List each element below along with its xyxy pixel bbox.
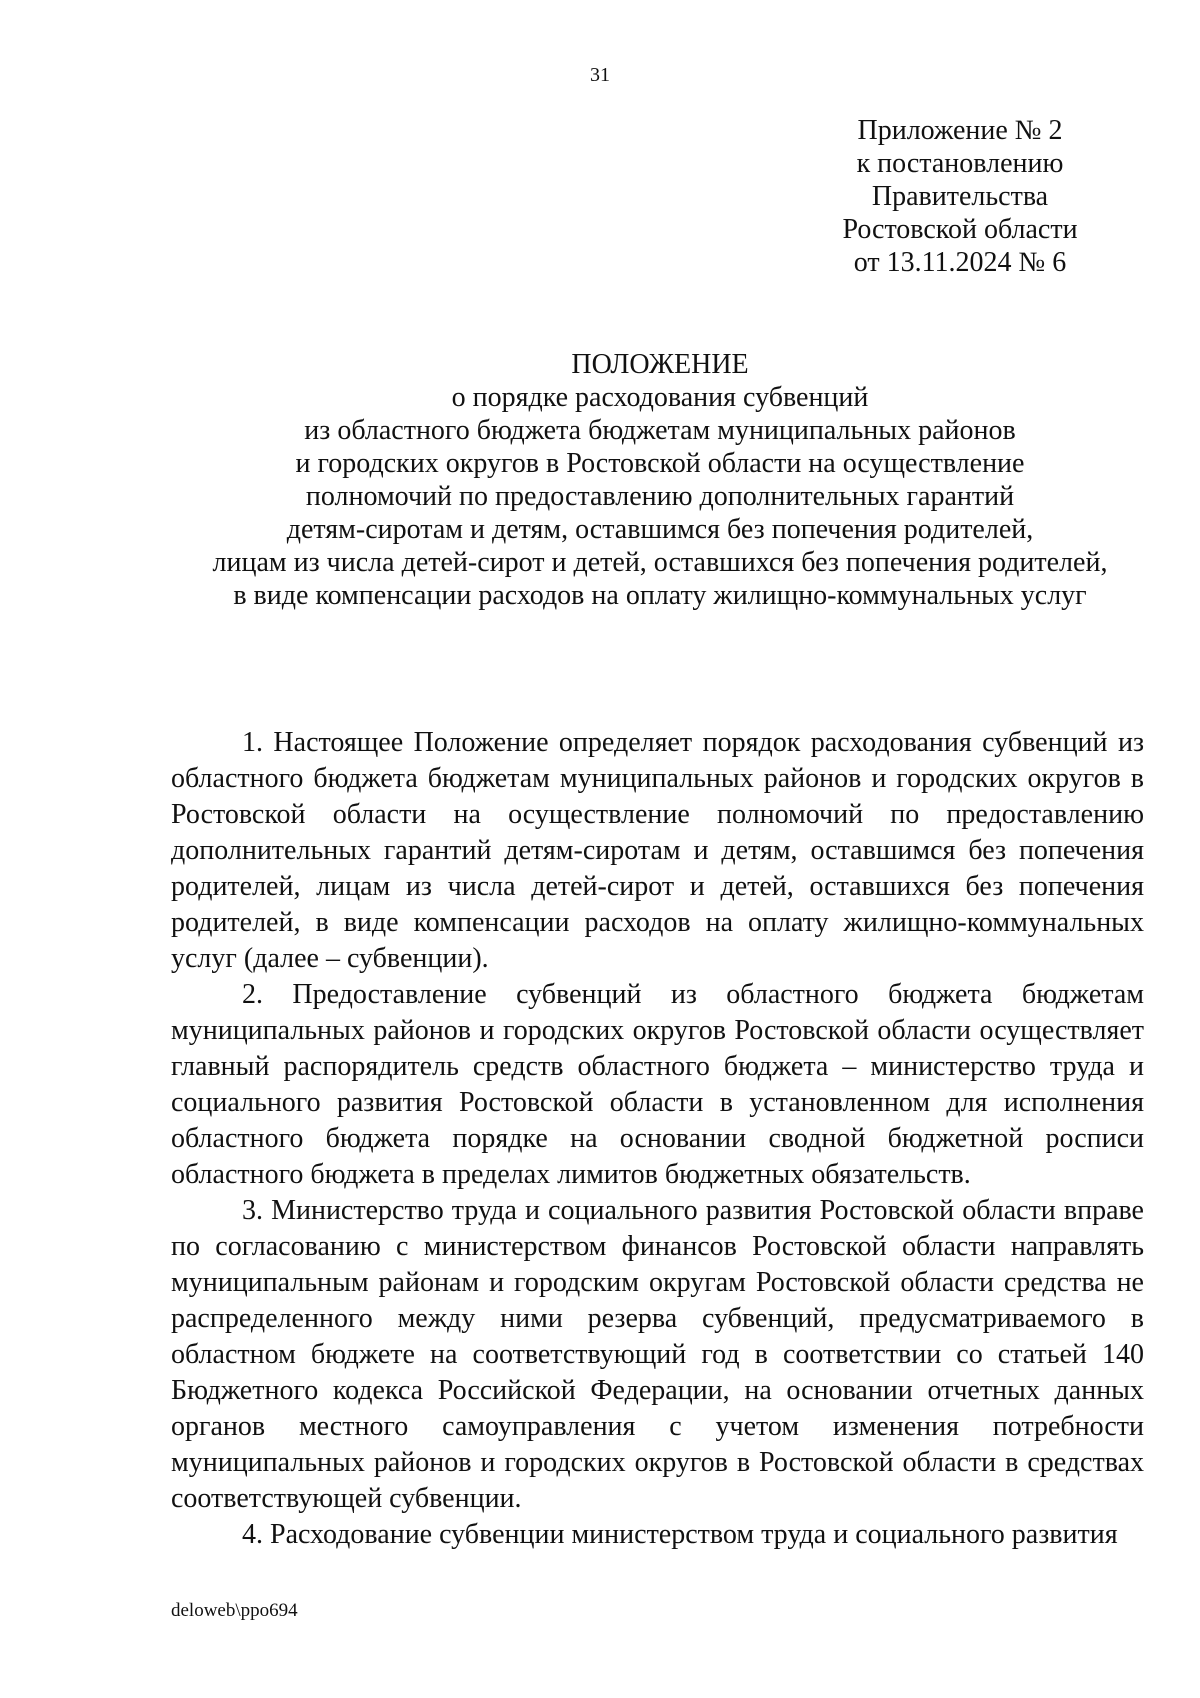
title-line: детям-сиротам и детям, оставшимся без попечения родителей,	[286, 514, 1034, 545]
appendix-line: Приложение № 2	[857, 115, 1063, 146]
title-line: лицам из числа детей-сирот и детей, оставшихся без попечения родителей,	[212, 547, 1108, 578]
document-body	[171, 725, 1144, 1553]
appendix-line: к постановлению	[856, 148, 1064, 179]
page-number: 31	[590, 64, 610, 86]
footer-file-reference: deloweb\ppo694	[171, 1600, 298, 1621]
paragraph-4: 4. Расходование субвенции министерством труда и социального развития	[242, 1519, 1118, 1550]
paragraph-1: 1. Настоящее Положение определяет порядок расходования субвенций из областного бюджета бюджетам муниципальных районов и городских округов в Ростовской области на осуществление полномочий по предоставлению дополнительных гарантий детям-сиротам и детям, оставшимся без попечения родителей, лицам из числа детей-сирот и детей, оставшихся без попечения родителей, в виде компенсации расходов на оплату жилищно-коммунальных услуг (далее – субвенции).	[171, 727, 1144, 974]
title-heading: ПОЛОЖЕНИЕ	[571, 349, 749, 380]
title-line: и городских округов в Ростовской области на осуществление	[295, 448, 1025, 479]
title-line: полномочий по предоставлению дополнительных гарантий	[305, 481, 1015, 512]
appendix-line: Правительства	[871, 181, 1049, 212]
document-title	[130, 348, 1190, 612]
appendix-header	[800, 114, 1120, 279]
appendix-line: от 13.11.2024 № 6	[853, 247, 1067, 278]
title-line: из областного бюджета бюджетам муниципальных районов	[304, 415, 1016, 446]
paragraph-2: 2. Предоставление субвенций из областного бюджета бюджетам муниципальных районов и городских округов Ростовской области осуществляет главный распорядитель средств областного бюджета – министерство труда и социального развития Ростовской области в установленном для исполнения областного бюджета порядке на основании сводной бюджетной росписи областного бюджета в пределах лимитов бюджетных обязательств.	[171, 979, 1144, 1190]
title-line: о порядке расходования субвенций	[451, 382, 869, 413]
appendix-line: Ростовской области	[842, 214, 1078, 245]
title-line: в виде компенсации расходов на оплату жилищно-коммунальных услуг	[233, 580, 1087, 611]
paragraph-3: 3. Министерство труда и социального развития Ростовской области вправе по согласованию с министерством финансов Ростовской области направлять муниципальным районам и городским округам Ростовской области средства не распределенного между ними резерва субвенций, предусматриваемого в областном бюджете на соответствующий год в соответствии со статьей 140 Бюджетного кодекса Российской Федерации, на основании отчетных данных органов местного самоуправления с учетом изменения потребности муниципальных районов и городских округов в Ростовской области в средствах соответствующей субвенции.	[171, 1195, 1144, 1514]
